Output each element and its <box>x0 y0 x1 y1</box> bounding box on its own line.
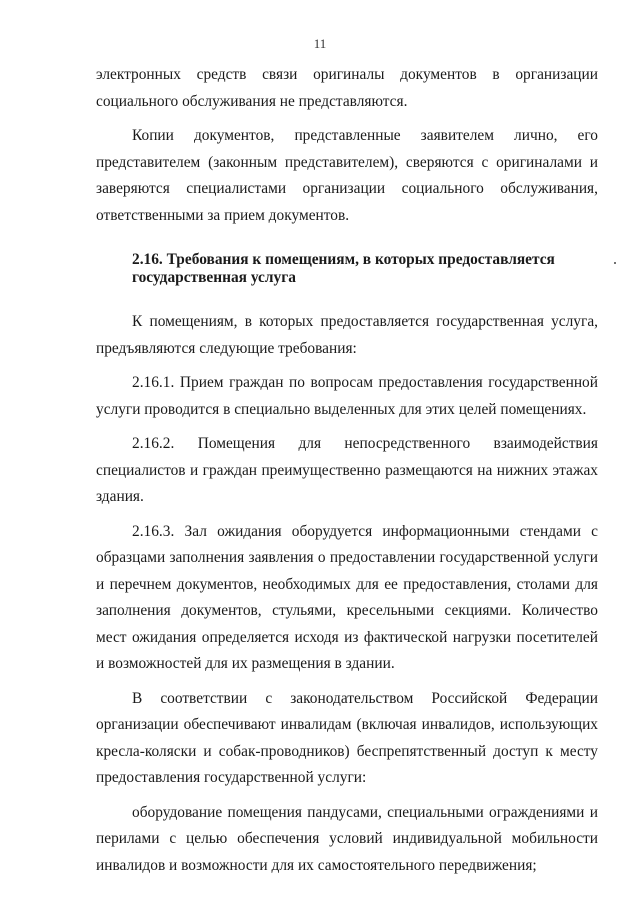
paragraph-2-16-1: 2.16.1. Прием граждан по вопросам предоставления государственной услуги проводится в специально выделенных для этих целей помещениях. <box>96 374 598 418</box>
paragraph-2-16-2: 2.16.2. Помещения для непосредственного взаимодействия специалистов и граждан преимущественно размещаются на нижних этажах здания. <box>96 435 598 505</box>
section-heading-continuation: государственная услуга <box>132 269 296 286</box>
paragraph-2-16-3: 2.16.3. Зал ожидания оборудуется информационными стендами с образцами заполнения заявления о предоставлении государственной услуги и перечнем документов, необходимых для ее предоставления, столами для заполнения документов, стульями, кресельными секциями. Количество мест ожидания определяется исходя из фактической нагрузки посетителей и возможностей для их размещения в здании. <box>96 522 598 672</box>
paragraph-ramps: оборудование помещения пандусами, специальными ограждениями и перилами с целью обеспечения условий индивидуальной мобильности инвалидов и возможности для их самостоятельного передвижения; <box>96 803 598 874</box>
paragraph-copies: Копии документов, представленные заявителем лично, его представителем (законным представителем), сверяются с оригиналами и заверяются специалистами организации социального обслуживания, ответственными за прием документов. <box>96 127 598 224</box>
paragraph-continuation: электронных средств связи оригиналы документов в организации социального обслуживания не представляются. <box>96 66 598 110</box>
scan-artifact <box>614 262 616 264</box>
document-body <box>96 62 598 879</box>
paragraph-disability-access: В соответствии с законодательством Российской Федерации организации обеспечивают инвалидам (включая инвалидов, использующих кресла-коляски и собак-проводников) беспрепятственный доступ к месту предоставления государственной услуги: <box>96 689 598 786</box>
page-number: 11 <box>313 36 327 51</box>
paragraph-requirements-intro: К помещениям, в которых предоставляется государственная услуга, предъявляются следующие требования: <box>96 313 598 357</box>
section-heading: 2.16. Требования к помещениям, в которых предоставляется <box>132 251 555 268</box>
